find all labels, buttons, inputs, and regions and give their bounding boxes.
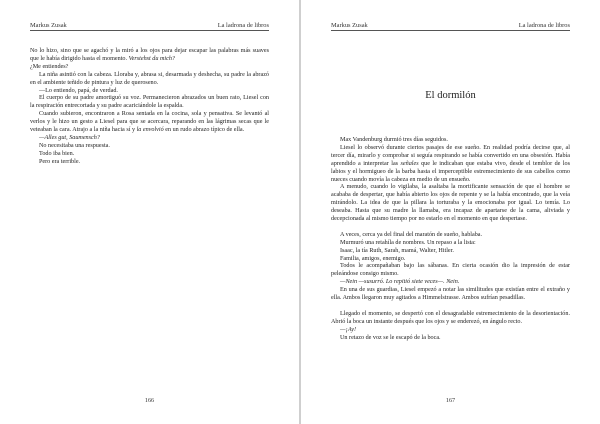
paragraph: Llegado el momento, se despertó con el desagradable estremecimiento de la desorientación. Abrió la boca un instante después que los ojos y se enderezó, en ángulo recto. (331, 310, 570, 325)
paragraph: Max Vandenburg durmió tres días seguidos. (340, 137, 448, 143)
paragraph: El cuerpo de su padre amortiguó su voz. Permanecieron abrazados un buen rato, Liesel con la respiración entrecortada y su padre acariciándole la espalda. (30, 95, 269, 110)
paragraph: A veces, cerca ya del final del maratón de sueño, hablaba. (340, 231, 483, 238)
paragraph: No necesitaba una respuesta. (39, 142, 110, 149)
paragraph: Pero era terrible. (39, 158, 81, 165)
paragraph: Isaac, la tía Ruth, Sarah, mamá, Walter, Hitler. (340, 247, 454, 254)
left-page (0, 0, 299, 424)
left-page-body (30, 48, 269, 167)
header-book-title: La ladrona de libros (217, 22, 269, 29)
paragraph: Murmuró una retahíla de nombres. Un repaso a la lista: (340, 239, 476, 246)
right-page (301, 0, 600, 424)
page-number: 166 (144, 397, 155, 404)
left-page-header (30, 22, 269, 31)
header-book-title: La ladrona de libros (518, 22, 570, 29)
paragraph: Familia, amigos, enemigo. (340, 255, 406, 262)
paragraph: —¡Ay! (340, 326, 357, 333)
paragraph: —Lo entiendo, papá, de verdad. (39, 87, 118, 94)
header-author: Markus Zusak (331, 22, 368, 29)
paragraph: Cuando subieron, encontraron a Rosa sentada en la cocina, sola y pensativa. Se levantó al verlos y le hizo un gesto a Liesel para que se acercara, reparando en las lágrimas secas que le veteaban la cara. Atrajo a la niña hacia sí y la envolvió en un rudo abrazo típico de ella. (30, 111, 269, 134)
right-page-header (331, 22, 570, 31)
paragraph: A menudo, cuando lo vigilaba, la asaltaba la mortificante sensación de que el hombre se acababa de despertar, que había abierto los ojos de repente y se la había encontrado, que la veía mirándolo. La idea de que la pillara la torturaba y la emocionaba por igual. Lo temía. Lo deseaba. Hasta que su madre la llamaba, era incapaz de apartarse de la cama, aliviada y decepcionada al mismo tiempo por no estarlo en el momento en que despertase. (331, 184, 570, 223)
page-number: 167 (445, 397, 456, 404)
paragraph: Todo iba bien. (39, 150, 75, 157)
paragraph: —Nein —susurró. Lo repitió siete veces—. Nein. (340, 279, 460, 286)
chapter-title: El dormilón (425, 90, 476, 101)
paragraph: Liesel lo observó durante ciertos pasajes de ese sueño. En realidad podría decirse que, al tercer día, mirarlo y comprobar si seguía respirando se había convertido en una obsesión. Había aprendido a interpretar las señales que le indicaban que estaba vivo, desde el temblor de los labios y el hormigueo de la barba hasta el imperceptible estremecimiento de sus cabellos como nueces cuando movía la cabeza en medio de un ensueño. (331, 144, 570, 183)
paragraph: No lo hizo, sino que se agachó y la miró a los ojos para dejar escapar las palabras más suaves que le había dirigido hasta el momento. Verstehst du mich? ¿Me entiendes? (30, 48, 269, 70)
paragraph: —Alles gut, Saumensch? (39, 134, 100, 141)
header-author: Markus Zusak (30, 22, 67, 29)
paragraph: La niña asintió con la cabeza. Lloraba y, abrasa si, desarmada y deshecha, su padre la abrazó en el ambiente teñido de pintura y luz de queroseno. (30, 71, 269, 86)
paragraph: Todos le acompañaban bajo las sábanas. En cierta ocasión dio la impresión de estar peleándose consigo mismo. (331, 263, 570, 278)
right-page-body (331, 137, 570, 343)
paragraph: Un retazo de voz se le escapó de la boca. (340, 334, 441, 341)
paragraph: En una de sus guardias, Liesel empezó a notar las similitudes que existían entre el extraño y ella. Ambos llegaron muy agitados a Himmelstrasse. Ambos sufrían pesadillas. (331, 287, 570, 302)
